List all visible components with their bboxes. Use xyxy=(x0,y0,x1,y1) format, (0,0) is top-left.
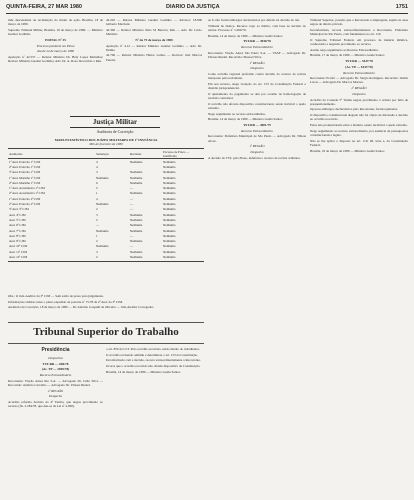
paragraph: Tribunal de Justiça. Recurso vago ao mérito, com base na decisão do relator. Processo nº 1.060/76. xyxy=(208,23,306,32)
paragraph: Estes não pronunciaram sobre a matéria, sendo incabível o apelo extremo. xyxy=(310,123,408,128)
header-page-number: 1751 xyxy=(395,4,408,10)
table-cell: Nenhuma xyxy=(163,191,176,196)
table-cell: Nenhuma xyxy=(129,223,143,228)
paragraph: Brasília, 14 de março de 1980 — Ministro Guida Santos xyxy=(208,117,283,122)
table-cell: 4 xyxy=(95,159,98,164)
paragraph: 42.202 — Relator Ministro Gualter Godinho — Revisor: 18.000 Gilberto Machado xyxy=(106,18,202,27)
table-cell: 3 xyxy=(95,212,98,217)
paragraph: Brasília, 17 de março de 1980 — Ministro Guida Santos xyxy=(310,53,385,58)
table-cell: 2 xyxy=(95,217,98,222)
table-cell: Nenhuma xyxy=(163,223,176,228)
table-cell: — xyxy=(95,223,100,228)
section-heading: Presidência xyxy=(41,347,70,353)
paragraph: Inconformada, recorre extraordinariamente a Recorrente, Prefeitura Municipal de São Paulo, com fundamento no art. 119. xyxy=(310,27,408,37)
table-cell: Aud. 9ª CJM xyxy=(9,239,26,244)
table-cell: — xyxy=(129,244,134,249)
table-cell: 1ª Aud. Exército 2ª CJM xyxy=(9,196,41,201)
table-cell: Aud. 12ª CJM xyxy=(9,254,28,259)
table-header: Sentenças xyxy=(95,151,109,156)
table-cell: Aud. 4ª CJM xyxy=(9,212,26,217)
column-4 xyxy=(310,18,408,388)
paragraph: Não se lhe aplica o disposto no art. 119, III, letra a, da Constituição Federal. xyxy=(310,138,408,147)
table-cell: Nenhuma xyxy=(163,164,176,169)
note-text: Obs.: O Juiz-Auditor da 3ª CJM — Sem saldo de prazo para julgamento. xyxy=(8,294,104,298)
paragraph: Recurso Extraordinário xyxy=(39,373,72,378)
table-cell: 3ª Aud. Exército 1ª CJM xyxy=(9,170,41,175)
table-cell: 6 xyxy=(95,180,98,185)
column-2 xyxy=(106,18,202,110)
table-row xyxy=(8,175,204,180)
bottom-column-3 xyxy=(208,300,306,496)
table-cell: 2 xyxy=(95,207,98,212)
paragraph: o art. 850 da CLT. Pelo acórdão recorrido, tendo direito do trabalhador. xyxy=(106,347,200,351)
banner-title: Justiça Militar xyxy=(70,116,160,128)
table-cell: 1ª Aud. Exército 1ª CJM xyxy=(9,159,41,164)
note-text: Auditoria de Correição, 18 de março de 1980 — Dr. Antônio Joaquim de Oliveira — Juiz-Auditor Corregedor. xyxy=(8,305,154,310)
paragraph: Assim, nego seguimento ao Recurso Extraordinário. xyxy=(310,47,379,52)
table-cell: 2ª Aud. Aeronáutica 1ª CJM xyxy=(9,191,45,196)
subheading: Nº do 75 de março de 1980 xyxy=(135,37,173,42)
justica-militar-banner xyxy=(70,116,160,134)
table-cell: Nenhuma xyxy=(129,217,143,222)
note-text: Informações obtidas sobre o plano expedido da portaria nº 75/78 da 2ª Aud. da 3ª CJM. xyxy=(8,299,124,304)
table-cell: Nenhuma xyxy=(163,254,176,259)
edital-heading: EDITAL Nº 35 xyxy=(45,37,66,42)
table-cell: Aud. 10ª CJM xyxy=(9,244,28,249)
table-cell: Nenhuma xyxy=(129,249,143,254)
table-cell: — xyxy=(129,207,134,212)
paragraph: O dispositivo constitucional alegado não foi objeto de discussão e decisão no acórdão recorrido. xyxy=(310,113,408,122)
banner-title: Tribunal Superior do Trabalho xyxy=(33,326,179,338)
table-cell: 4 xyxy=(95,196,98,201)
table-cell: 2 xyxy=(95,186,98,191)
paragraph: 1ª REGIÃO xyxy=(249,60,265,65)
paragraph: Recorrente: Ecofer — Advogado Dr. Sérgio Rodrigues. Recorrido: Osmir Lucas — Advogado Dr. Marcos Moraes. xyxy=(310,76,408,85)
table-header: Excesso de Prazo — Justificado xyxy=(163,149,190,158)
paragraph: O acórdão revisando admitiu e determinou o art. 153 da Constituição. xyxy=(106,352,198,357)
paragraph: Brasília, 18 de março de 1980 — Ministro Guida Santos xyxy=(310,148,385,153)
table-cell: 2ª Aud. Exército 2ª CJM xyxy=(9,202,41,207)
paragraph: 1ª REGIÃO xyxy=(249,144,265,149)
table-cell: Nenhuma xyxy=(163,186,176,191)
table-cell: Nenhuma xyxy=(163,196,176,201)
table-cell: Nenhuma xyxy=(129,159,143,164)
table-cell: 3 xyxy=(95,249,98,254)
subheading: Ata de 24 de março de 1980 xyxy=(36,49,75,54)
table-cell: 1ª Aud. Aeronáutica 1ª CJM xyxy=(9,186,45,191)
table-cell: Aud. 8ª CJM xyxy=(9,233,26,238)
table-cell: 3 xyxy=(95,170,98,175)
table-cell: Nenhuma xyxy=(129,212,143,217)
paragraph: Tribunal Superior, posição que a Recorrente é empregada, sujeita às suas regras de direito privado. xyxy=(310,18,408,27)
paragraph: Apelação nº 4.12 — Relator Ministro Gualter Godinho — Adv. Dr. Dalmo xyxy=(106,43,202,52)
paragraph: Acórdão da Colenda 5ª Turma negou provimento à revista por falta de prequestionamento. xyxy=(310,97,408,106)
paragraph: Nego seguimento ao recurso extraordinário. xyxy=(208,111,266,116)
table-cell: Nenhuma xyxy=(163,170,176,175)
paragraph: Despacho xyxy=(250,66,264,71)
table-cell: Nenhuma xyxy=(129,175,143,180)
paragraph: Opostos embargos declaratórios pelo Recorrente, foram rejeitados. xyxy=(310,107,399,112)
paragraph: Nego seguimento ao recurso extraordinário, por ausência de pressupostos constitucionais e legais. xyxy=(310,128,408,137)
tst-banner xyxy=(8,326,204,338)
paragraph: Inconformada com a decisão, recorre extraordinariamente a Recorrente. xyxy=(106,358,201,363)
table-cell: 1 xyxy=(95,191,98,196)
table-cell: Aud. 5ª CJM xyxy=(9,217,26,222)
table-cell: 1 xyxy=(95,233,98,238)
paragraph: TST-RR — 5447/78 xyxy=(345,59,373,64)
table-cell: — xyxy=(129,196,134,201)
table-cell: Nenhuma xyxy=(163,207,176,212)
paragraph: Recorrente: Viação Aérea São Paulo S.A. — VASP — Advogado Dr. Ulisses Riedel. Recorrido: Manoel Silva. xyxy=(208,50,306,59)
paragraph: Ocorre que o acórdão recorrido não ofende dispositivo da Constituição. xyxy=(106,364,201,369)
table-cell: Aud. 11ª CJM xyxy=(9,249,28,254)
table-rule xyxy=(8,261,204,262)
table-row xyxy=(8,254,204,259)
page-header xyxy=(6,3,408,14)
bottom-column-4 xyxy=(310,392,408,496)
table-cell: Nenhuma xyxy=(129,170,143,175)
table-cell: Nenhuma xyxy=(95,202,109,207)
paragraph: 2ª REGIÃO xyxy=(351,86,367,91)
table-cell: — xyxy=(129,202,134,207)
paragraph: 2ª REGIÃO xyxy=(47,388,64,393)
table-body xyxy=(8,159,204,260)
table-cell: — xyxy=(129,233,134,238)
table-cell: Nenhuma xyxy=(129,254,143,259)
table-cell: Nenhuma xyxy=(95,244,109,249)
paragraph: Como acórdão regional proferido contra decisão do recurso de revista interposto pela reclamada. xyxy=(208,72,306,81)
column-1 xyxy=(8,18,103,113)
paragraph: Apelação nº 42.557 — Relator Ministro Dr. Hely Lopes Meirelles; Revisor Ministro Gualter Godinho; Adv. Dr. A. Rosa. Recorrido o Réu. xyxy=(8,54,103,64)
header-title: DIARIO DA JUSTIÇA xyxy=(166,4,220,10)
table-header: Auditorias xyxy=(9,151,23,156)
table-cell: Nenhuma xyxy=(129,191,143,196)
paragraph: Acórdão reforma decisão da 4ª Turma, que negou provimento ao recurso (fls. 2.284/78, que deu-se da Lei nº 4.090). xyxy=(8,400,103,409)
paragraph: Despachos xyxy=(48,356,63,360)
table-row xyxy=(8,201,204,206)
paragraph: O ajustamento do pagamento se deu por ocasião da homologação da rescisão contratual. xyxy=(208,91,306,101)
paragraph: Recurso Extraordinário xyxy=(241,128,273,133)
table-cell: 2ª Aud. Exército 1ª CJM xyxy=(9,164,41,169)
paragraph: Recurso Extraordinário xyxy=(343,70,375,75)
table-cell: 3ª Aud. 3ª CJM xyxy=(9,207,29,212)
paragraph: ao 6. não foram embargos declaratórios por defeito na decisão do réu. xyxy=(208,18,300,22)
statistics-table xyxy=(8,148,204,260)
paragraph: Em seu recurso, alega violação do art. 153 da Constituição Federal e dissídio jurisprudencial. xyxy=(208,81,306,91)
table-cell: Nenhuma xyxy=(163,202,176,207)
paragraph: 42.300 — Relator Ministro Júlio Sá Barreto; Réu — Adv. Dr. Lúcio Marinho xyxy=(106,27,202,37)
table-cell: Nenhuma xyxy=(163,228,176,233)
paragraph: Supremo Tribunal Militar, Brasília, 18 de março de 1980. — Ministro Gualter Godinho. xyxy=(8,27,103,37)
table-header: Decisões xyxy=(129,151,142,156)
paragraph: O acórdão não afronta dispositivo constitucional, sendo inviável o apelo extremo. xyxy=(208,101,306,110)
paragraph: Brasília, 14 de março de 1980 — Ministro Guida Santos xyxy=(208,33,283,38)
table-cell: Nenhuma xyxy=(129,239,143,244)
table-cell: 2 xyxy=(95,239,98,244)
paragraph: Brasília, 14 de março de 1980 — Ministro Guida Santos xyxy=(106,369,181,374)
bottom-column-2 xyxy=(106,347,204,496)
paragraph: A decisão do TST, pelo Pleno, indeferiu o recurso de revista ordinário. xyxy=(208,155,301,160)
paragraph: Despacho xyxy=(250,150,264,155)
paragraph: mãe descendente da reclamação do titular da ação. Brasília, 18 de março de 1980. xyxy=(8,18,103,27)
table-cell: Nenhuma xyxy=(163,249,176,254)
table-cell: Nenhuma xyxy=(163,175,176,180)
table-subcaption: Mês de fevereiro de 1980 xyxy=(89,142,123,146)
divider xyxy=(8,343,204,344)
paragraph: Recorrente: Viação Aérea Rio S.A. — Advogado Dr. Célio Silva — Recorrido: Antônio Carvalho — Advogado Dr. Ulisses Riedel. xyxy=(8,378,103,388)
column-3 xyxy=(208,18,306,296)
table-cell: 2ª Aud. Marinha 1ª CJM xyxy=(9,180,41,185)
paragraph: 42.706 — Relator Ministro Heitor Lemos — Revisor: Juiz Marcos Pereira xyxy=(106,53,202,62)
table-cell: Nenhuma xyxy=(163,233,176,238)
paragraph: TST-RR — 4001/79 xyxy=(243,123,271,128)
paragraph: (Ac. TP — 2969/78) xyxy=(41,367,70,372)
table-cell: Nenhuma xyxy=(163,180,176,185)
paragraph: TST-RR — 4940/78 xyxy=(243,39,271,44)
table-cell: Nenhuma xyxy=(95,228,109,233)
table-cell: Nenhuma xyxy=(129,228,143,233)
paragraph: Recorrente: Prefeitura Municipal de São Paulo — Advogado Dr. Nilson Alves. xyxy=(208,134,306,143)
paragraph: Recurso Extraordinário xyxy=(241,45,273,50)
table-cell: 2 xyxy=(95,254,98,259)
paragraph: Despacho xyxy=(48,394,63,399)
paragraph: O Supremo Tribunal Federal, em processo de matéria idêntica, conhecendo e negando provimento ao recurso. xyxy=(310,37,408,47)
bottom-column-1 xyxy=(8,356,103,496)
table-cell: Nenhuma xyxy=(129,180,143,185)
table-cell: Nenhuma xyxy=(163,244,176,249)
table-cell: 4 xyxy=(95,164,98,169)
table-cell: Nenhuma xyxy=(163,212,176,217)
banner-subtitle: Auditoria de Correição xyxy=(96,129,134,134)
paragraph: (Ac. TP — 5447/78) xyxy=(345,64,373,69)
table-cell: Nenhuma xyxy=(163,217,176,222)
table-cell: 1ª Aud. Marinha 1ª CJM xyxy=(9,175,41,180)
table-cell: Nenhuma xyxy=(163,239,176,244)
statistics-table-block xyxy=(8,138,204,262)
paragraph: Despacho xyxy=(352,91,366,96)
table-cell: Aud. 6ª CJM xyxy=(9,223,26,228)
subheading: Processo pendente em Pleno xyxy=(36,43,75,48)
divider xyxy=(8,322,204,323)
table-cell: Nenhuma xyxy=(163,159,176,164)
table-cell: Nenhuma xyxy=(95,175,109,180)
table-cell: Aud. 7ª CJM xyxy=(9,228,26,233)
table-caption: MAPA ESTATÍSTICO DOS JUÍZES MILITARES DE 1ª INSTÂNCIA xyxy=(54,138,158,142)
table-cell: — xyxy=(129,186,134,191)
header-date: QUINTA-FEIRA, 27 MAR 1980 xyxy=(6,4,82,10)
paragraph: TST-RR — 686/78 xyxy=(42,361,69,366)
